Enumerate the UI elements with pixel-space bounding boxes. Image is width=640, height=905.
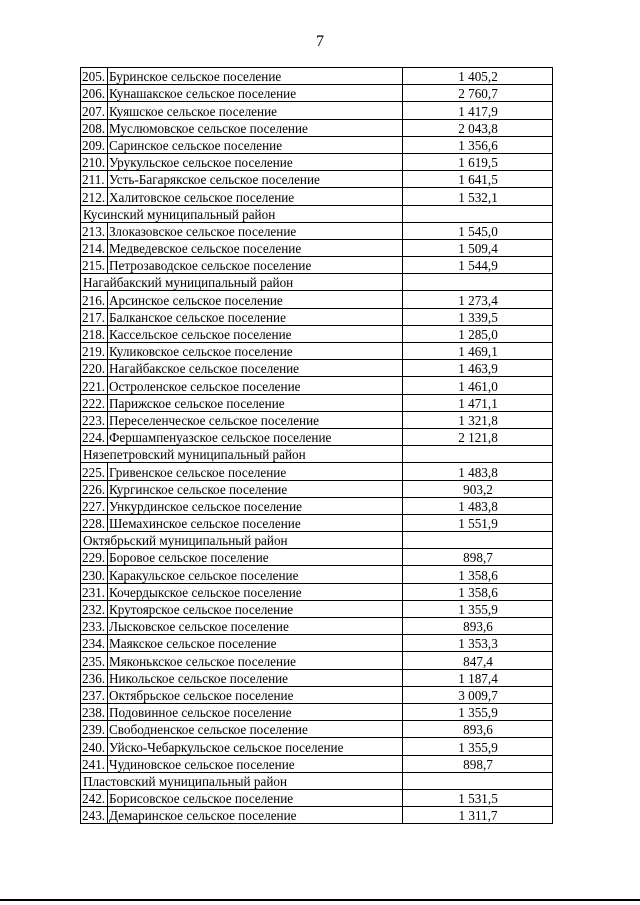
amount-value: 1 285,0: [403, 325, 553, 342]
district-value-cell: [403, 532, 553, 549]
settlement-name: Петрозаводское сельское поселение: [108, 257, 403, 274]
settlement-name: Никольское сельское поселение: [108, 669, 403, 686]
row-number: 212.: [81, 188, 108, 205]
row-number: 230.: [81, 566, 108, 583]
amount-value: 3 009,7: [403, 686, 553, 703]
settlement-name: Фершампенуазское сельское поселение: [108, 428, 403, 445]
table-row: [81, 343, 553, 360]
amount-value: 1 355,9: [403, 600, 553, 617]
settlement-name: Усть-Багарякское сельское поселение: [108, 171, 403, 188]
settlement-name: Подовинное сельское поселение: [108, 703, 403, 720]
table-row: [81, 428, 553, 445]
settlement-name: Боровое сельское поселение: [108, 549, 403, 566]
table-row: [81, 239, 553, 256]
district-header-row: [81, 205, 553, 222]
table-body: [81, 68, 553, 824]
settlement-name: Буринское сельское поселение: [108, 68, 403, 85]
table-row: [81, 566, 553, 583]
settlement-name: Нагайбакское сельское поселение: [108, 360, 403, 377]
table-row: [81, 789, 553, 806]
settlement-name: Кочердыкское сельское поселение: [108, 583, 403, 600]
table-row: [81, 635, 553, 652]
row-number: 205.: [81, 68, 108, 85]
table-row: [81, 257, 553, 274]
amount-value: 2 121,8: [403, 428, 553, 445]
settlement-name: Халитовское сельское поселение: [108, 188, 403, 205]
table-row: [81, 497, 553, 514]
amount-value: 1 619,5: [403, 153, 553, 170]
amount-value: 1 463,9: [403, 360, 553, 377]
row-number: 216.: [81, 291, 108, 308]
amount-value: 1 531,5: [403, 789, 553, 806]
amount-value: 1 483,8: [403, 497, 553, 514]
row-number: 238.: [81, 703, 108, 720]
row-number: 224.: [81, 428, 108, 445]
amount-value: 2 043,8: [403, 119, 553, 136]
settlement-name: Демаринское сельское поселение: [108, 807, 403, 824]
page-number: 7: [316, 33, 324, 50]
settlement-name: Кунашакское сельское поселение: [108, 85, 403, 102]
table-row: [81, 600, 553, 617]
amount-value: 1 311,7: [403, 807, 553, 824]
amount-value: 898,7: [403, 755, 553, 772]
settlement-name: Октябрьское сельское поселение: [108, 686, 403, 703]
settlement-name: Куликовское сельское поселение: [108, 343, 403, 360]
row-number: 213.: [81, 222, 108, 239]
table-row: [81, 308, 553, 325]
amount-value: 1 551,9: [403, 514, 553, 531]
table-row: [81, 171, 553, 188]
row-number: 239.: [81, 721, 108, 738]
settlement-name: Уйско-Чебаркульское сельское поселение: [108, 738, 403, 755]
table-row: [81, 686, 553, 703]
table-row: [81, 738, 553, 755]
amount-value: 893,6: [403, 721, 553, 738]
settlement-name: Медведевское сельское поселение: [108, 239, 403, 256]
settlement-name: Куяшское сельское поселение: [108, 102, 403, 119]
amount-value: 1 471,1: [403, 394, 553, 411]
district-value-cell: [403, 274, 553, 291]
district-value-cell: [403, 446, 553, 463]
district-name: Октябрьский муниципальный район: [81, 532, 403, 549]
table-row: [81, 755, 553, 772]
amount-value: 903,2: [403, 480, 553, 497]
row-number: 234.: [81, 635, 108, 652]
settlement-name: Гривенское сельское поселение: [108, 463, 403, 480]
settlement-name: Парижское сельское поселение: [108, 394, 403, 411]
bottom-rule: [0, 899, 640, 901]
district-header-row: [81, 446, 553, 463]
settlement-name: Каракульское сельское поселение: [108, 566, 403, 583]
table-row: [81, 222, 553, 239]
table-row: [81, 480, 553, 497]
table-row: [81, 153, 553, 170]
settlement-name: Кургинское сельское поселение: [108, 480, 403, 497]
row-number: 231.: [81, 583, 108, 600]
row-number: 237.: [81, 686, 108, 703]
table-row: [81, 68, 553, 85]
row-number: 208.: [81, 119, 108, 136]
amount-value: 1 358,6: [403, 583, 553, 600]
settlement-name: Лысковское сельское поселение: [108, 618, 403, 635]
row-number: 227.: [81, 497, 108, 514]
settlement-name: Остроленское сельское поселение: [108, 377, 403, 394]
row-number: 214.: [81, 239, 108, 256]
settlement-name: Маякское сельское поселение: [108, 635, 403, 652]
row-number: 226.: [81, 480, 108, 497]
allocation-table: [80, 67, 553, 824]
row-number: 207.: [81, 102, 108, 119]
table-row: [81, 394, 553, 411]
amount-value: 1 187,4: [403, 669, 553, 686]
row-number: 206.: [81, 85, 108, 102]
district-header-row: [81, 532, 553, 549]
amount-value: 1 545,0: [403, 222, 553, 239]
row-number: 232.: [81, 600, 108, 617]
amount-value: 847,4: [403, 652, 553, 669]
table-row: [81, 618, 553, 635]
district-name: Кусинский муниципальный район: [81, 205, 403, 222]
amount-value: 1 273,4: [403, 291, 553, 308]
settlement-name: Ункурдинское сельское поселение: [108, 497, 403, 514]
amount-value: 1 405,2: [403, 68, 553, 85]
district-header-row: [81, 274, 553, 291]
row-number: 211.: [81, 171, 108, 188]
settlement-name: Балканское сельское поселение: [108, 308, 403, 325]
amount-value: 1 461,0: [403, 377, 553, 394]
amount-value: 1 417,9: [403, 102, 553, 119]
row-number: 241.: [81, 755, 108, 772]
amount-value: 898,7: [403, 549, 553, 566]
table-row: [81, 583, 553, 600]
amount-value: 1 353,3: [403, 635, 553, 652]
amount-value: 1 532,1: [403, 188, 553, 205]
amount-value: 1 509,4: [403, 239, 553, 256]
amount-value: 1 355,9: [403, 703, 553, 720]
table-row: [81, 85, 553, 102]
table-row: [81, 807, 553, 824]
row-number: 235.: [81, 652, 108, 669]
row-number: 236.: [81, 669, 108, 686]
table-row: [81, 360, 553, 377]
table-row: [81, 721, 553, 738]
district-name: Нагайбакский муниципальный район: [81, 274, 403, 291]
amount-value: 893,6: [403, 618, 553, 635]
row-number: 210.: [81, 153, 108, 170]
amount-value: 1 355,9: [403, 738, 553, 755]
settlement-name: Шемахинское сельское поселение: [108, 514, 403, 531]
row-number: 225.: [81, 463, 108, 480]
settlement-name: Муслюмовское сельское поселение: [108, 119, 403, 136]
settlement-name: Урукульское сельское поселение: [108, 153, 403, 170]
table-row: [81, 669, 553, 686]
settlement-name: Чудиновское сельское поселение: [108, 755, 403, 772]
table-row: [81, 703, 553, 720]
table-row: [81, 119, 553, 136]
table-row: [81, 549, 553, 566]
settlement-name: Арсинское сельское поселение: [108, 291, 403, 308]
district-value-cell: [403, 205, 553, 222]
row-number: 229.: [81, 549, 108, 566]
row-number: 223.: [81, 411, 108, 428]
district-name: Нязепетровский муниципальный район: [81, 446, 403, 463]
table-row: [81, 325, 553, 342]
amount-value: 1 356,6: [403, 136, 553, 153]
settlement-name: Переселенческое сельское поселение: [108, 411, 403, 428]
row-number: 243.: [81, 807, 108, 824]
table-row: [81, 514, 553, 531]
table-row: [81, 291, 553, 308]
district-header-row: [81, 772, 553, 789]
settlement-name: Злоказовское сельское поселение: [108, 222, 403, 239]
row-number: 215.: [81, 257, 108, 274]
settlement-name: Мяконькское сельское поселение: [108, 652, 403, 669]
table-row: [81, 188, 553, 205]
amount-value: 1 483,8: [403, 463, 553, 480]
settlement-name: Свободненское сельское поселение: [108, 721, 403, 738]
amount-value: 1 469,1: [403, 343, 553, 360]
settlement-name: Саринское сельское поселение: [108, 136, 403, 153]
amount-value: 1 321,8: [403, 411, 553, 428]
row-number: 220.: [81, 360, 108, 377]
amount-value: 1 641,5: [403, 171, 553, 188]
row-number: 222.: [81, 394, 108, 411]
row-number: 228.: [81, 514, 108, 531]
table-row: [81, 377, 553, 394]
table-row: [81, 411, 553, 428]
row-number: 217.: [81, 308, 108, 325]
settlement-name: Крутоярское сельское поселение: [108, 600, 403, 617]
row-number: 219.: [81, 343, 108, 360]
row-number: 221.: [81, 377, 108, 394]
row-number: 240.: [81, 738, 108, 755]
settlement-name: Борисовское сельское поселение: [108, 789, 403, 806]
table-row: [81, 463, 553, 480]
settlement-name: Кассельское сельское поселение: [108, 325, 403, 342]
table-row: [81, 136, 553, 153]
amount-value: 2 760,7: [403, 85, 553, 102]
row-number: 218.: [81, 325, 108, 342]
amount-value: 1 339,5: [403, 308, 553, 325]
amount-value: 1 544,9: [403, 257, 553, 274]
district-name: Пластовский муниципальный район: [81, 772, 403, 789]
district-value-cell: [403, 772, 553, 789]
table-row: [81, 102, 553, 119]
table-row: [81, 652, 553, 669]
row-number: 209.: [81, 136, 108, 153]
row-number: 242.: [81, 789, 108, 806]
amount-value: 1 358,6: [403, 566, 553, 583]
row-number: 233.: [81, 618, 108, 635]
